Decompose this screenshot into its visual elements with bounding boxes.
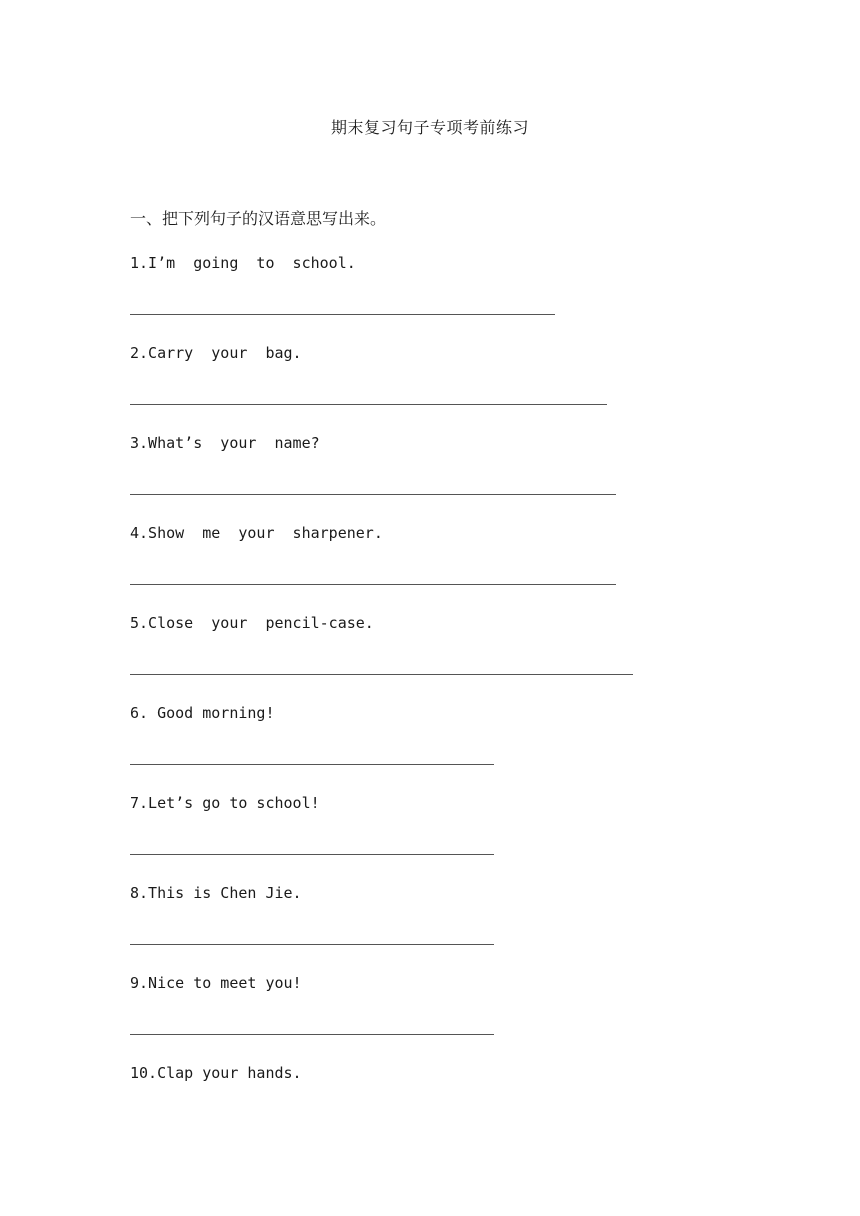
question-7-answer-line[interactable]: [130, 854, 494, 855]
question-4-answer-line[interactable]: [130, 584, 616, 585]
question-8-sentence: 8.This is Chen Jie.: [130, 884, 302, 902]
question-3-sentence: 3.What’s your name?: [130, 434, 320, 452]
section-heading: 一、把下列句子的汉语意思写出来。: [130, 209, 387, 228]
question-5-answer-line[interactable]: [130, 674, 633, 675]
question-9-sentence: 9.Nice to meet you!: [130, 974, 302, 992]
question-7-sentence: 7.Let’s go to school!: [130, 794, 320, 812]
question-8-answer-line[interactable]: [130, 944, 494, 945]
question-2-sentence: 2.Carry your bag.: [130, 344, 302, 362]
question-1-sentence: 1.I’m going to school.: [130, 254, 356, 272]
question-5-sentence: 5.Close your pencil-case.: [130, 614, 374, 632]
question-10-sentence: 10.Clap your hands.: [130, 1064, 302, 1082]
question-4-sentence: 4.Show me your sharpener.: [130, 524, 383, 542]
question-9-answer-line[interactable]: [130, 1034, 494, 1035]
page-title: 期末复习句子专项考前练习: [330, 118, 529, 137]
question-6-sentence: 6. Good morning!: [130, 704, 275, 722]
question-3-answer-line[interactable]: [130, 494, 616, 495]
question-6-answer-line[interactable]: [130, 764, 494, 765]
question-2-answer-line[interactable]: [130, 404, 607, 405]
question-1-answer-line[interactable]: [130, 314, 555, 315]
